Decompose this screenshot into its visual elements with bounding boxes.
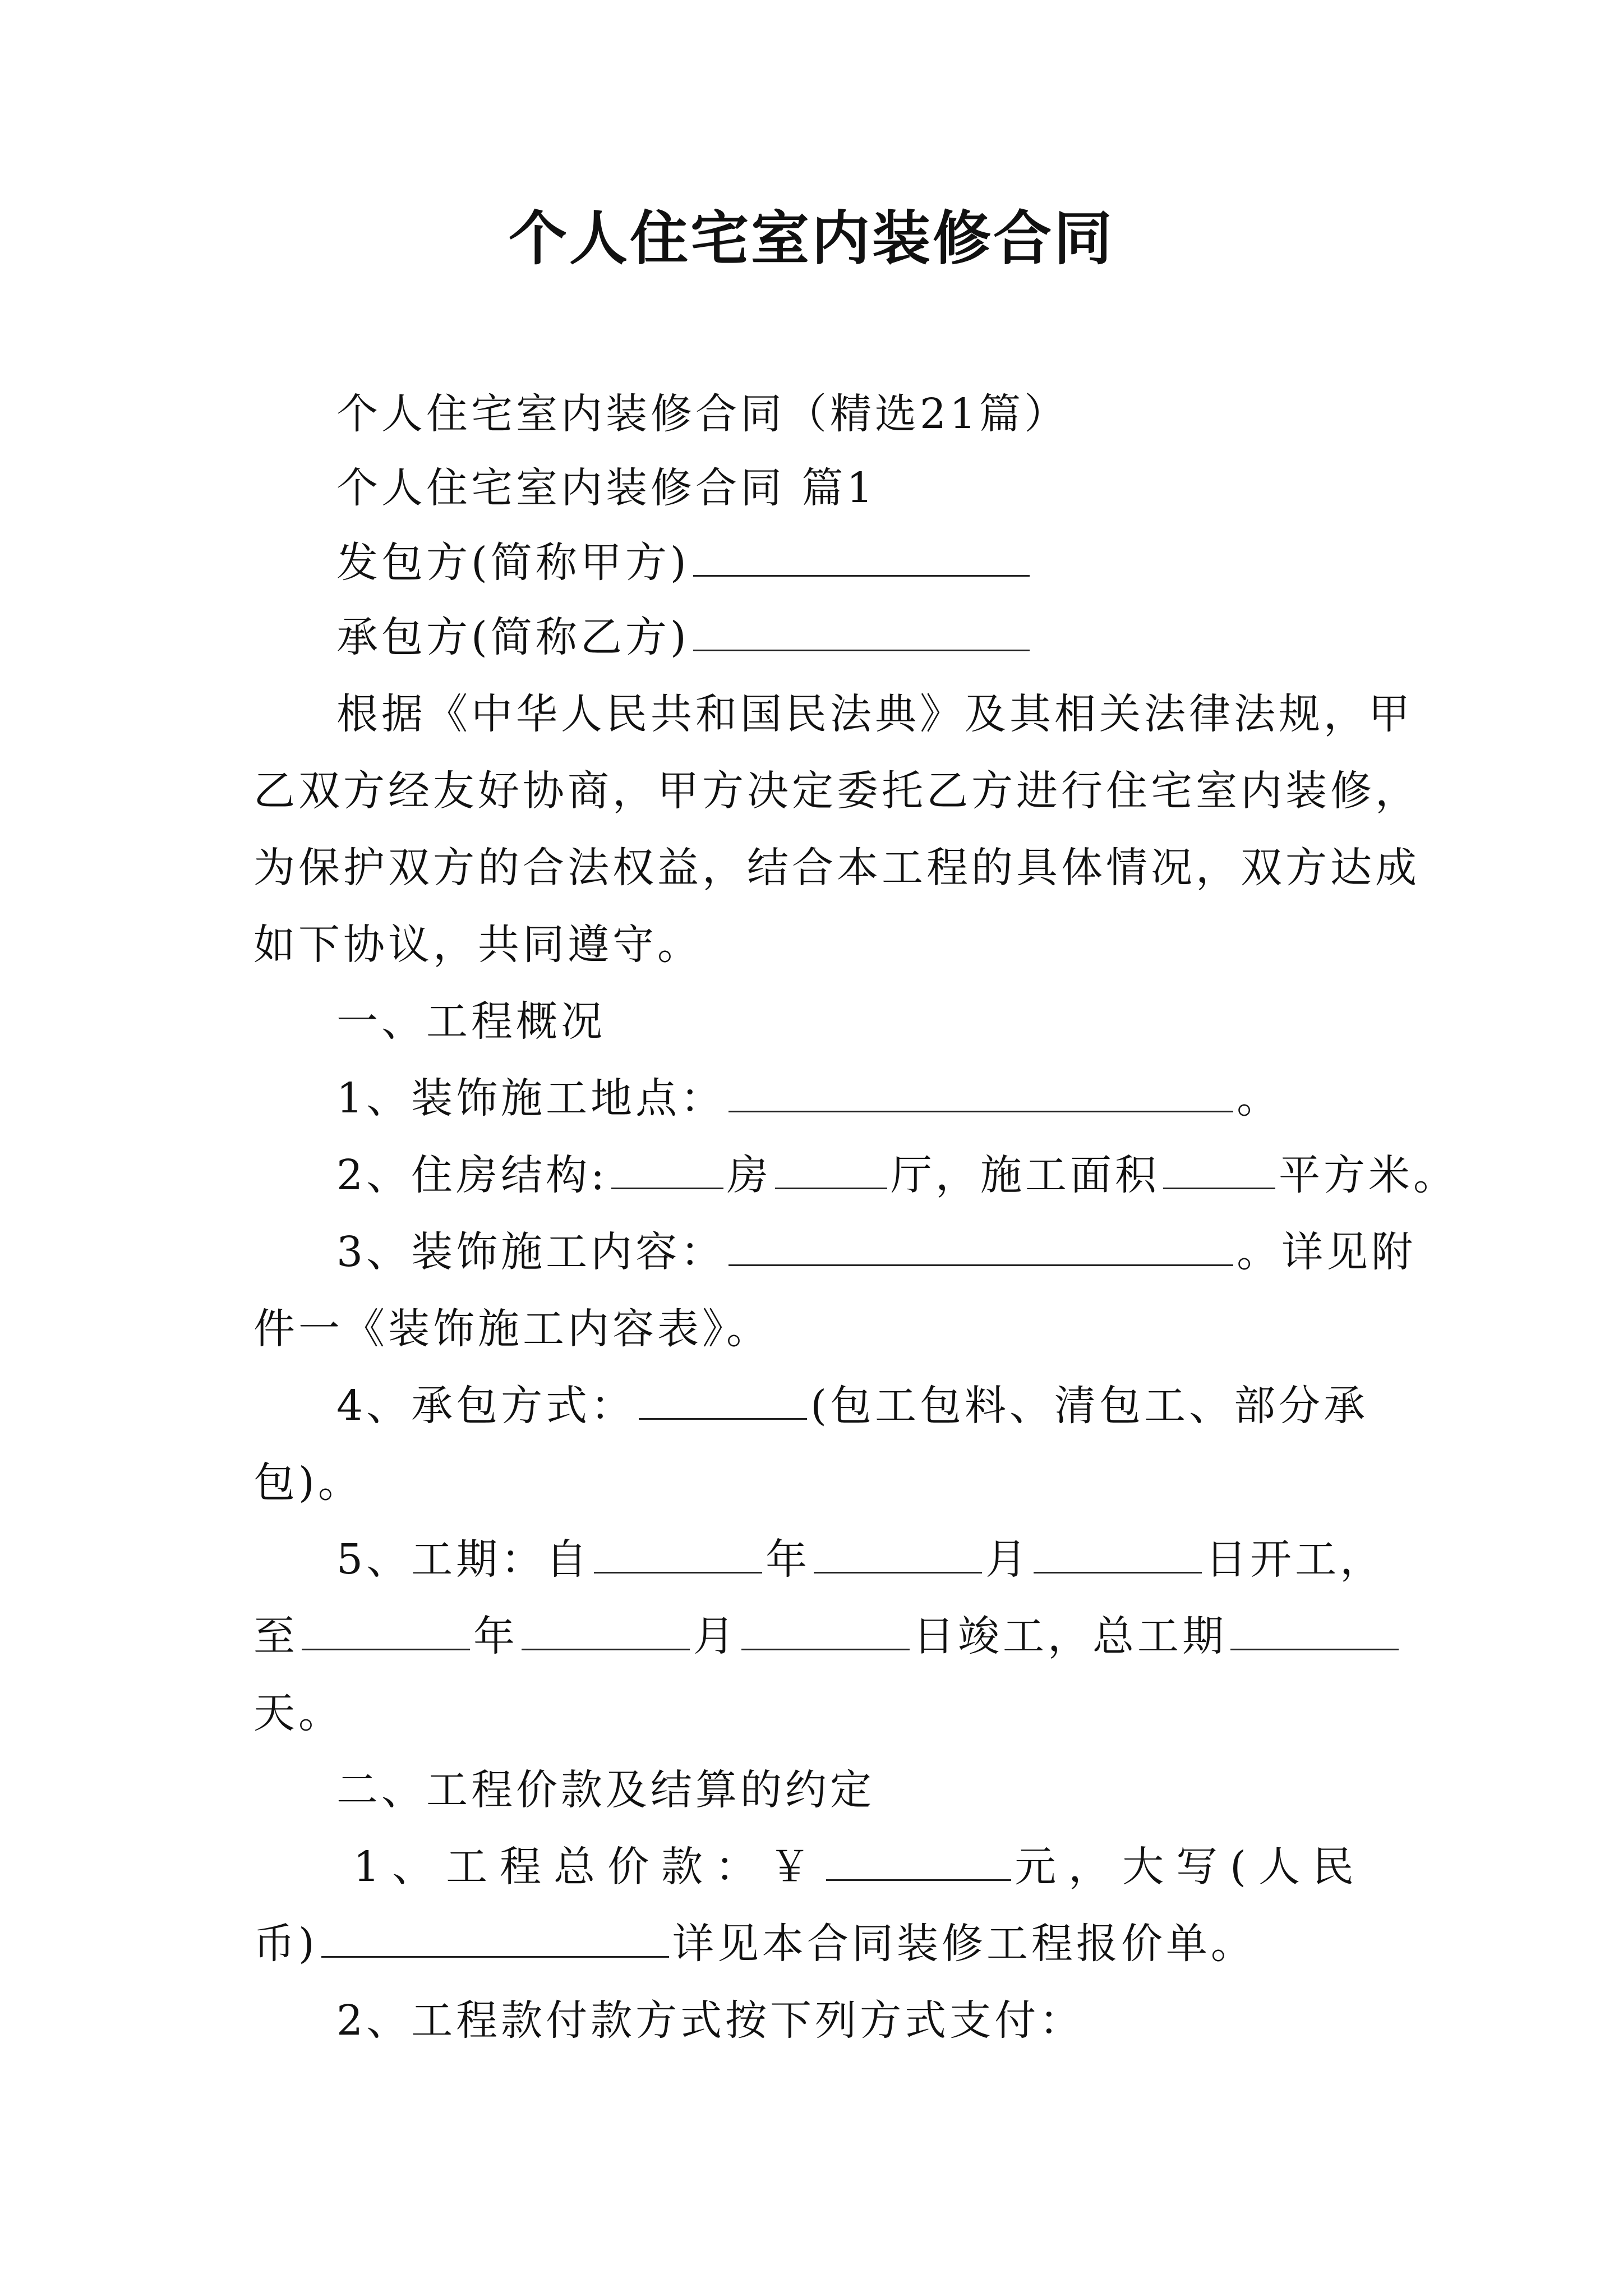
item-contract-mode-cont: 包)。: [253, 1458, 363, 1507]
item-period-label: 5、工期：自: [336, 1535, 591, 1584]
end-day-label: 日竣工，总工期: [913, 1612, 1227, 1660]
item-content-label: 3、装饰施工内容：: [336, 1228, 726, 1276]
item-structure-line: [336, 1148, 1458, 1202]
item-period-line: [336, 1533, 1458, 1586]
party-a-label: 发包方(简称甲方): [336, 539, 690, 587]
party-a-blank: [693, 536, 1030, 577]
item-structure-label: 2、住房结构:: [336, 1151, 608, 1199]
end-year-label: 年: [473, 1612, 518, 1660]
halls-blank: [775, 1148, 887, 1189]
start-year-label: 年: [766, 1535, 811, 1584]
start-month-label: 月: [985, 1535, 1031, 1584]
total-days-blank: [1230, 1609, 1399, 1650]
end-month-blank: [522, 1609, 690, 1650]
intro-line-3: 为保护双方的合法权益，结合本工程的具体情况，双方达成: [253, 844, 1420, 892]
item-payment-line: 2、工程款付款方式按下列方式支付：: [336, 1996, 1085, 2045]
section1-heading: 一、工程概况: [336, 997, 606, 1046]
party-b-blank: [693, 610, 1030, 651]
halls-label: 厅，施工面积: [891, 1151, 1160, 1199]
start-month-blank: [814, 1533, 982, 1573]
rooms-blank: [611, 1148, 723, 1189]
party-b-label: 承包方(简称乙方): [336, 613, 690, 661]
item-price-label: 1、工程总价款：￥: [353, 1843, 823, 1891]
price-uppercase-blank: [321, 1917, 669, 1958]
period-to-label: 至: [253, 1612, 298, 1660]
section2-heading: 二、工程价款及结算的约定: [336, 1766, 875, 1814]
party-a-line: [336, 536, 1458, 590]
item-period-days: 天。: [253, 1689, 343, 1737]
end-year-blank: [302, 1609, 470, 1650]
chapter-heading: 个人住宅室内装修合同 篇1: [336, 464, 877, 512]
party-b-line: [336, 610, 1458, 664]
price-currency-label: 币): [253, 1920, 318, 1968]
intro-line-1: 根据《中华人民共和国民法典》及其相关法律法规，甲: [336, 690, 1413, 738]
subtitle: 个人住宅室内装修合同（精选21篇）: [336, 390, 1069, 438]
intro-line-2: 乙双方经友好协商，甲方决定委托乙方进行住宅室内装修，: [253, 767, 1420, 815]
item-site-end: 。: [1237, 1074, 1282, 1122]
item-content-cont: 件一《装饰施工内容表》。: [253, 1305, 771, 1353]
start-day-label: 日开工，: [1205, 1535, 1385, 1584]
item-site-blank: [728, 1071, 1233, 1112]
end-day-blank: [741, 1609, 910, 1650]
item-contract-mode-line: [336, 1379, 1458, 1433]
rooms-label: 房: [727, 1151, 772, 1199]
area-blank: [1163, 1148, 1275, 1189]
item-price-mid: 元，大写(人民: [1015, 1843, 1366, 1891]
item-content-end: 。详见附: [1237, 1228, 1417, 1276]
start-day-blank: [1034, 1533, 1202, 1573]
item-price-cont: [253, 1917, 1375, 1971]
intro-line-4: 如下协议，共同遵守。: [253, 921, 702, 969]
item-contract-mode-label: 4、承包方式：: [336, 1382, 636, 1430]
area-unit: 平方米。: [1279, 1151, 1459, 1199]
item-price-line: [353, 1840, 1475, 1894]
item-site-label: 1、装饰施工地点：: [336, 1074, 726, 1122]
item-site-line: [336, 1071, 1458, 1125]
contract-mode-blank: [639, 1379, 807, 1420]
price-blank: [826, 1840, 1011, 1881]
document-title: 个人住宅室内装修合同: [508, 204, 1114, 273]
price-reference: 详见本合同装修工程报价单。: [672, 1920, 1256, 1968]
item-period-cont: [253, 1609, 1375, 1663]
contract-mode-end: (包工包料、清包工、部分承: [810, 1382, 1368, 1430]
item-content-line: [336, 1225, 1458, 1279]
item-content-blank: [728, 1225, 1233, 1266]
start-year-blank: [594, 1533, 762, 1573]
end-month-label: 月: [693, 1612, 738, 1660]
